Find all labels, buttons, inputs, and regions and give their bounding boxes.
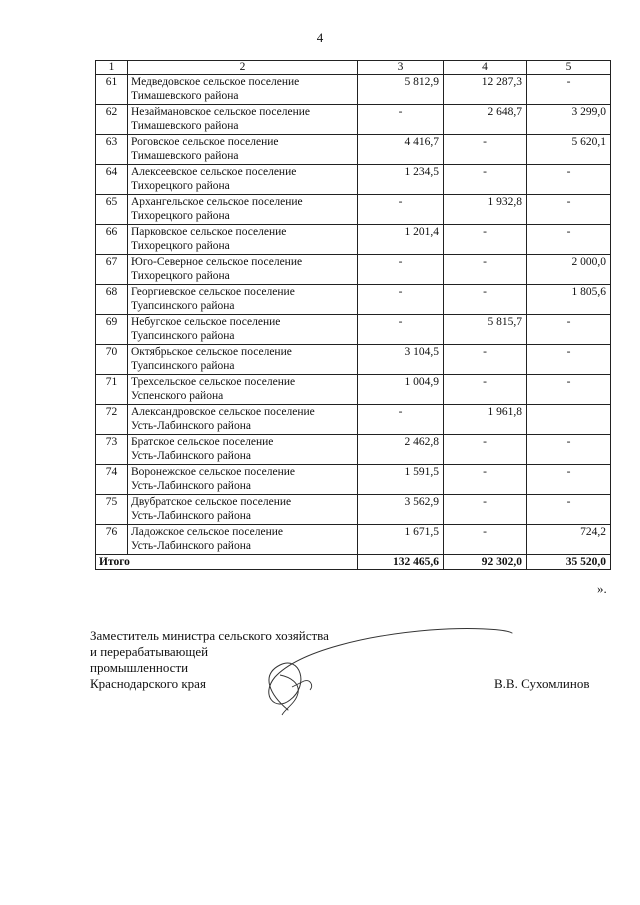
settlement-cell <box>128 225 358 255</box>
settlement-district-line: Усть-Лабинского района <box>131 450 251 462</box>
settlement-district-line: Усть-Лабинского района <box>131 480 251 492</box>
settlement-name-line: Воронежское сельское поселение <box>131 466 295 478</box>
amount-cell-c5: - <box>527 495 611 525</box>
settlement-cell <box>128 375 358 405</box>
settlement-district-line: Туапсинского района <box>131 360 235 372</box>
amount-cell-c3: 3 562,9 <box>358 495 444 525</box>
amount-cell-c3: - <box>358 255 444 285</box>
settlement-district-line: Тимашевского района <box>131 120 239 132</box>
table-row <box>96 165 611 195</box>
amount-cell-c4: - <box>444 255 527 285</box>
settlement-cell <box>128 255 358 285</box>
amount-cell-c3: 1 004,9 <box>358 375 444 405</box>
table-row <box>96 525 611 555</box>
settlement-district-line: Усть-Лабинского района <box>131 420 251 432</box>
signatory-title-line: Краснодарского края <box>90 676 206 691</box>
table-header-row <box>96 61 611 75</box>
settlement-cell <box>128 435 358 465</box>
amount-cell-c5: 2 000,0 <box>527 255 611 285</box>
total-amount-c3: 132 465,6 <box>358 555 444 570</box>
settlement-district-line: Тихорецкого района <box>131 270 230 282</box>
header-cell: 1 <box>96 61 128 75</box>
amount-cell-c5: - <box>527 465 611 495</box>
settlement-district-line: Усть-Лабинского района <box>131 540 251 552</box>
amount-cell-c3: 1 671,5 <box>358 525 444 555</box>
settlement-district-line: Усть-Лабинского района <box>131 510 251 522</box>
amount-cell-c5: - <box>527 435 611 465</box>
table-row <box>96 225 611 255</box>
table-row <box>96 375 611 405</box>
row-number-cell: 65 <box>96 195 128 225</box>
row-number-cell: 71 <box>96 375 128 405</box>
settlement-district-line: Тихорецкого района <box>131 180 230 192</box>
row-number-cell: 70 <box>96 345 128 375</box>
amount-cell-c5 <box>527 405 611 435</box>
amount-cell-c4: 2 648,7 <box>444 105 527 135</box>
header-cell: 3 <box>358 61 444 75</box>
amount-cell-c3: 5 812,9 <box>358 75 444 105</box>
amount-cell-c4: - <box>444 345 527 375</box>
data-table <box>95 60 611 570</box>
settlement-district-line: Тимашевского района <box>131 90 239 102</box>
amount-cell-c4: - <box>444 525 527 555</box>
table-row <box>96 405 611 435</box>
settlement-cell <box>128 165 358 195</box>
settlement-cell <box>128 465 358 495</box>
settlement-cell <box>128 525 358 555</box>
settlement-cell <box>128 405 358 435</box>
amount-cell-c3: 1 201,4 <box>358 225 444 255</box>
table-row <box>96 285 611 315</box>
table-row <box>96 75 611 105</box>
amount-cell-c3: 2 462,8 <box>358 435 444 465</box>
table-row <box>96 465 611 495</box>
settlement-name-line: Роговское сельское поселение <box>131 136 279 148</box>
signatory-title-line: промышленности <box>90 660 189 675</box>
settlement-name-line: Ладожское сельское поселение <box>131 526 284 538</box>
row-number-cell: 72 <box>96 405 128 435</box>
table-row <box>96 135 611 165</box>
amount-cell-c5: 1 805,6 <box>527 285 611 315</box>
total-label: Итого <box>96 555 358 570</box>
page-number: 4 <box>316 30 324 45</box>
amount-cell-c5: 5 620,1 <box>527 135 611 165</box>
table-row <box>96 195 611 225</box>
row-number-cell: 68 <box>96 285 128 315</box>
amount-cell-c4: 1 932,8 <box>444 195 527 225</box>
settlement-name-line: Медведовское сельское поселение <box>131 76 300 88</box>
row-number-cell: 66 <box>96 225 128 255</box>
settlement-cell <box>128 345 358 375</box>
settlement-district-line: Туапсинского района <box>131 300 235 312</box>
amount-cell-c5: - <box>527 225 611 255</box>
settlement-cell <box>128 75 358 105</box>
settlement-district-line: Успенского района <box>131 390 224 402</box>
settlement-name-line: Юго-Северное сельское поселение <box>131 256 303 268</box>
header-cell: 2 <box>128 61 358 75</box>
settlement-name-line: Парковское сельское поселение <box>131 226 287 238</box>
amount-cell-c4: - <box>444 495 527 525</box>
settlement-name-line: Трехсельское сельское поселение <box>131 376 296 388</box>
row-number-cell: 73 <box>96 435 128 465</box>
row-number-cell: 64 <box>96 165 128 195</box>
row-number-cell: 62 <box>96 105 128 135</box>
settlement-district-line: Тихорецкого района <box>131 210 230 222</box>
table-row <box>96 345 611 375</box>
amount-cell-c4: - <box>444 435 527 465</box>
settlement-name-line: Александровское сельское поселение <box>131 406 315 418</box>
amount-cell-c4: - <box>444 225 527 255</box>
amount-cell-c4: - <box>444 465 527 495</box>
amount-cell-c3: - <box>358 285 444 315</box>
amount-cell-c5: - <box>527 375 611 405</box>
amount-cell-c5: - <box>527 345 611 375</box>
settlement-name-line: Братское сельское поселение <box>131 436 274 448</box>
row-number-cell: 61 <box>96 75 128 105</box>
settlement-district-line: Тихорецкого района <box>131 240 230 252</box>
amount-cell-c5: 724,2 <box>527 525 611 555</box>
amount-cell-c5: - <box>527 315 611 345</box>
settlement-cell <box>128 135 358 165</box>
settlement-name-line: Алексеевское сельское поселение <box>131 166 297 178</box>
settlement-cell <box>128 195 358 225</box>
settlement-cell <box>128 495 358 525</box>
row-number-cell: 76 <box>96 525 128 555</box>
settlement-name-line: Октябрьское сельское поселение <box>131 346 292 358</box>
closing-quote: ». <box>597 581 607 596</box>
amount-cell-c4: - <box>444 285 527 315</box>
amount-cell-c4: - <box>444 375 527 405</box>
total-amount-c5: 35 520,0 <box>527 555 611 570</box>
amount-cell-c5: 3 299,0 <box>527 105 611 135</box>
row-number-cell: 69 <box>96 315 128 345</box>
amount-cell-c4: 5 815,7 <box>444 315 527 345</box>
settlement-name-line: Незаймановское сельское поселение <box>131 106 311 118</box>
row-number-cell: 67 <box>96 255 128 285</box>
row-number-cell: 75 <box>96 495 128 525</box>
amount-cell-c4: 12 287,3 <box>444 75 527 105</box>
amount-cell-c4: 1 961,8 <box>444 405 527 435</box>
settlement-name-line: Небугское сельское поселение <box>131 316 281 328</box>
settlement-district-line: Тимашевского района <box>131 150 239 162</box>
amount-cell-c5: - <box>527 195 611 225</box>
settlement-cell <box>128 285 358 315</box>
row-number-cell: 63 <box>96 135 128 165</box>
table-row <box>96 255 611 285</box>
amount-cell-c3: - <box>358 195 444 225</box>
total-amount-c4: 92 302,0 <box>444 555 527 570</box>
table-row <box>96 105 611 135</box>
amount-cell-c5: - <box>527 75 611 105</box>
amount-cell-c5: - <box>527 165 611 195</box>
settlement-district-line: Туапсинского района <box>131 330 235 342</box>
amount-cell-c3: 3 104,5 <box>358 345 444 375</box>
amount-cell-c3: 4 416,7 <box>358 135 444 165</box>
header-cell: 5 <box>527 61 611 75</box>
settlement-name-line: Георгиевское сельское поселение <box>131 286 295 298</box>
row-number-cell: 74 <box>96 465 128 495</box>
amount-cell-c4: - <box>444 135 527 165</box>
table-row <box>96 495 611 525</box>
amount-cell-c3: 1 234,5 <box>358 165 444 195</box>
amount-cell-c3: - <box>358 405 444 435</box>
amount-cell-c3: 1 591,5 <box>358 465 444 495</box>
amount-cell-c3: - <box>358 105 444 135</box>
signatory-title-line: Заместитель министра сельского хозяйства <box>90 628 329 643</box>
table-row <box>96 315 611 345</box>
amount-cell-c3: - <box>358 315 444 345</box>
total-row <box>96 555 611 570</box>
amount-cell-c4: - <box>444 165 527 195</box>
settlement-name-line: Двубратское сельское поселение <box>131 496 292 508</box>
header-cell: 4 <box>444 61 527 75</box>
handwritten-signature <box>230 615 520 725</box>
settlement-cell <box>128 315 358 345</box>
settlement-cell <box>128 105 358 135</box>
signatory-title-line: и перерабатывающей <box>90 644 209 659</box>
table-row <box>96 435 611 465</box>
signatory-name: В.В. Сухомлинов <box>494 676 590 691</box>
settlement-name-line: Архангельское сельское поселение <box>131 196 303 208</box>
